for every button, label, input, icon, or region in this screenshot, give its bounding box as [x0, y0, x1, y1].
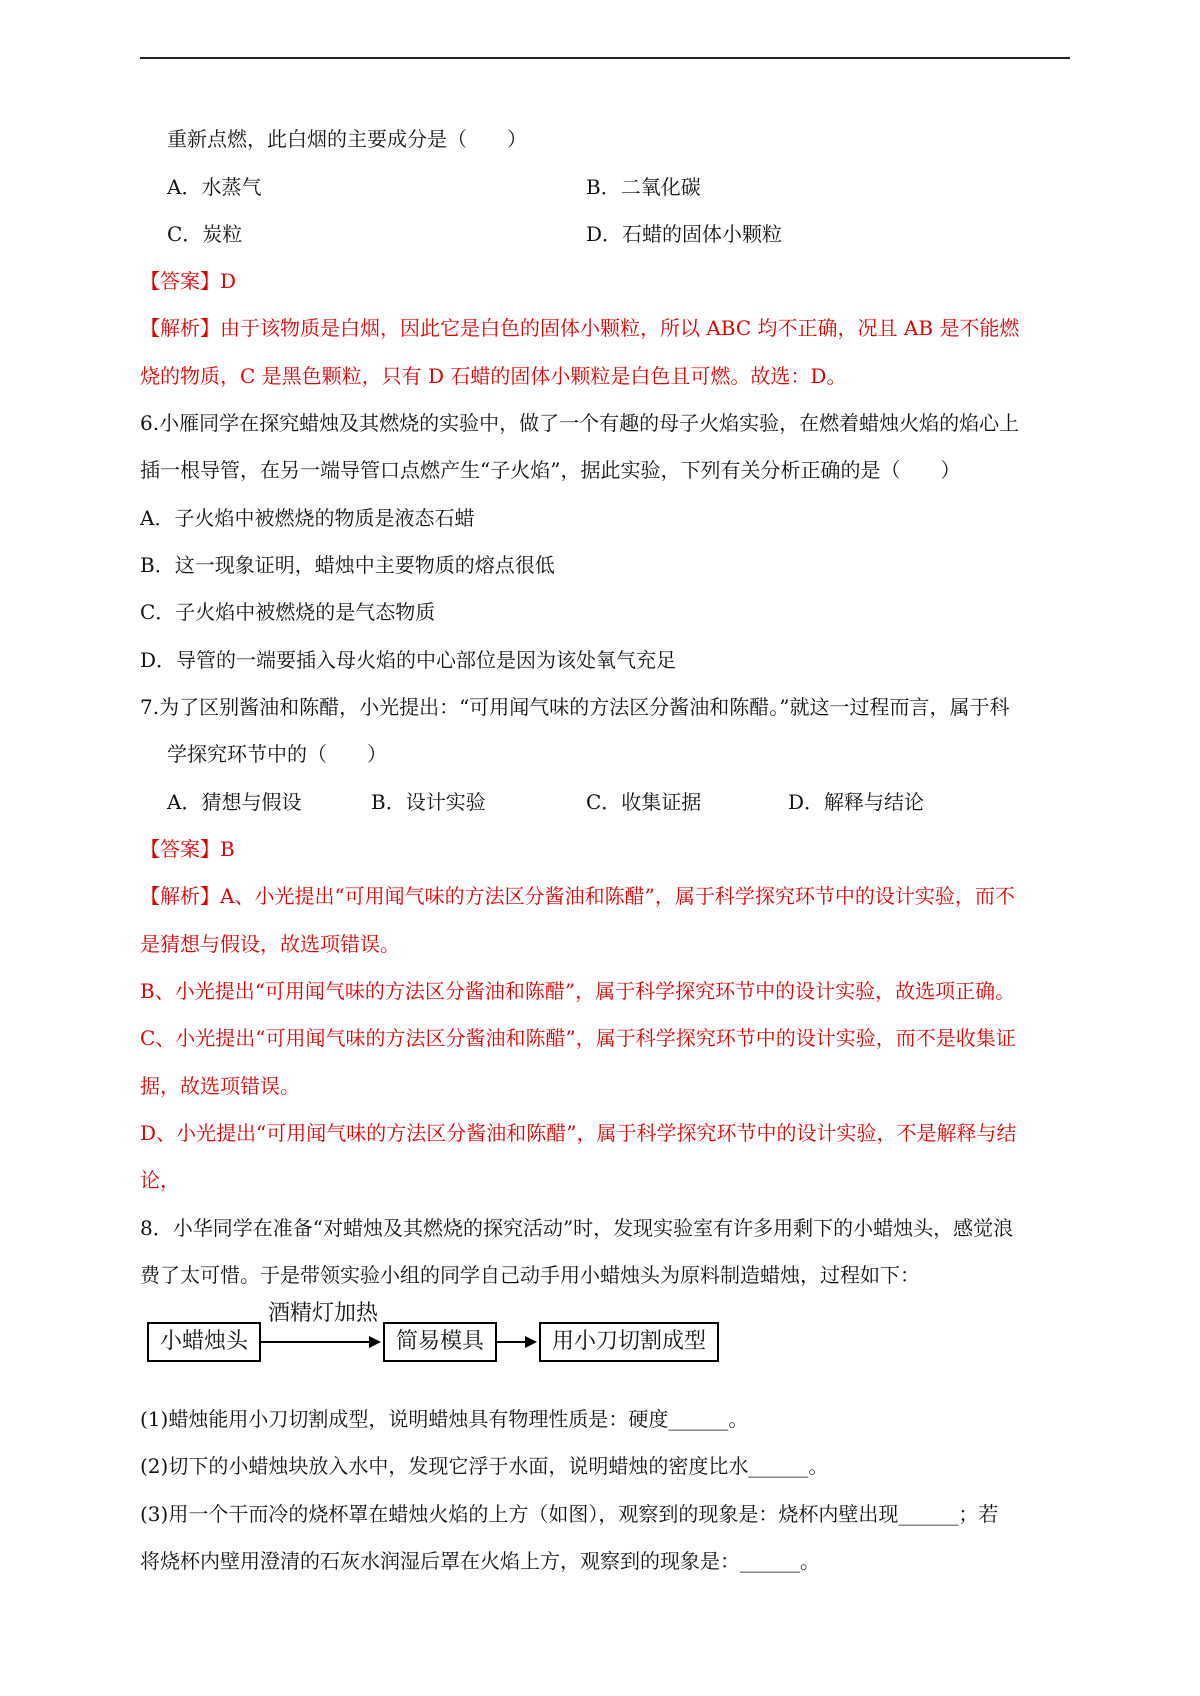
q7-analysis-d-line1: D、小光提出“可用闻气味的方法区分酱油和陈醋”，属于科学探究环节中的设计实验，不是解释与结	[140, 1121, 1017, 1145]
q7-option-c: C．收集证据	[586, 790, 702, 814]
q7-stem-line1: 7.为了区别酱油和陈醋，小光提出：“可用闻气味的方法区分酱油和陈醋。”就这一过程而言，属于科	[140, 695, 1010, 719]
flow-arrowhead-1	[369, 1336, 381, 1348]
flow-arrowhead-2	[525, 1336, 537, 1348]
flow-box-candle-stubs: 小蜡烛头	[147, 1322, 261, 1362]
q6-option-c: C．子火焰中被燃烧的是气态物质	[140, 600, 436, 624]
q6-option-b: B．这一现象证明，蜡烛中主要物质的熔点很低	[140, 553, 555, 577]
q7-stem-line2: 学探究环节中的（ ）	[167, 742, 387, 766]
q7-analysis-b: B、小光提出“可用闻气味的方法区分酱油和陈醋”，属于科学探究环节中的设计实验，故选项正确。	[140, 979, 1016, 1003]
q5-stem-continuation: 重新点燃，此白烟的主要成分是（ ）	[167, 127, 527, 151]
q7-analysis-a-line1: 【解析】A、小光提出“可用闻气味的方法区分酱油和陈醋”，属于科学探究环节中的设计实验，而不	[140, 884, 1015, 908]
q7-option-a: A．猜想与假设	[167, 790, 302, 814]
q7-answer: 【答案】B	[140, 837, 235, 861]
q5-option-d: D．石蜡的固体小颗粒	[586, 222, 783, 246]
q7-option-d: D．解释与结论	[788, 790, 925, 814]
flow-arrow-1	[261, 1341, 371, 1343]
flow-box-knife-cutting: 用小刀切割成型	[539, 1322, 719, 1362]
q8-sub3-line2: 将烧杯内壁用澄清的石灰水润湿后罩在火焰上方，观察到的现象是：______。	[140, 1549, 820, 1573]
q7-analysis-d-line2: 论，	[140, 1168, 180, 1192]
candle-making-flow-diagram	[140, 1300, 760, 1380]
q8-sub2: (2)切下的小蜡烛块放入水中，发现它浮于水面，说明蜡烛的密度比水______。	[140, 1454, 829, 1478]
q8-stem-line2: 费了太可惜。于是带领实验小组的同学自己动手用小蜡烛头为原料制造蜡烛，过程如下：	[140, 1263, 920, 1287]
q7-analysis-c-line2: 据，故选项错误。	[140, 1074, 300, 1098]
q8-stem-line1: 8．小华同学在准备“对蜡烛及其燃烧的探究活动”时，发现实验室有许多用剩下的小蜡烛头，感觉浪	[140, 1216, 1014, 1240]
q6-option-d: D．导管的一端要插入母火焰的中心部位是因为该处氧气充足	[140, 648, 677, 672]
flow-box-simple-mold: 简易模具	[383, 1322, 497, 1362]
q5-option-a: A．水蒸气	[167, 175, 262, 199]
q7-option-b: B．设计实验	[371, 790, 486, 814]
q5-option-b: B．二氧化碳	[586, 175, 701, 199]
q8-sub3-line1: (3)用一个干而冷的烧杯罩在蜡烛火焰的上方（如图），观察到的现象是：烧杯内壁出现______；若	[140, 1502, 999, 1526]
q5-option-c: C．炭粒	[167, 222, 243, 246]
q6-stem-line2: 插一根导管，在另一端导管口点燃产生“子火焰”，据此实验，下列有关分析正确的是（ ）	[140, 458, 961, 482]
q5-analysis-line1: 【解析】由于该物质是白烟，因此它是白色的固体小颗粒，所以 ABC 均不正确，况且 AB 是不能燃	[140, 316, 1020, 340]
q6-stem-line1: 6.小雁同学在探究蜡烛及其燃烧的实验中，做了一个有趣的母子火焰实验，在燃着蜡烛火焰的焰心上	[140, 411, 1020, 435]
q7-analysis-a-line2: 是猜想与假设，故选项错误。	[140, 932, 400, 956]
flow-arrow-2	[497, 1341, 527, 1343]
q7-analysis-c-line1: C、小光提出“可用闻气味的方法区分酱油和陈醋”，属于科学探究环节中的设计实验，而不是收集证	[140, 1026, 1016, 1050]
q5-answer: 【答案】D	[140, 269, 237, 293]
q5-analysis-line2: 烧的物质，C 是黑色颗粒，只有 D 石蜡的固体小颗粒是白色且可燃。故选：D。	[140, 364, 847, 388]
q6-option-a: A．子火焰中被燃烧的物质是液态石蜡	[140, 506, 475, 530]
q8-sub1: (1)蜡烛能用小刀切割成型，说明蜡烛具有物理性质是：硬度______。	[140, 1407, 749, 1431]
header-rule	[140, 57, 1070, 59]
flow-arrow-label-heating: 酒精灯加热	[268, 1301, 379, 1326]
